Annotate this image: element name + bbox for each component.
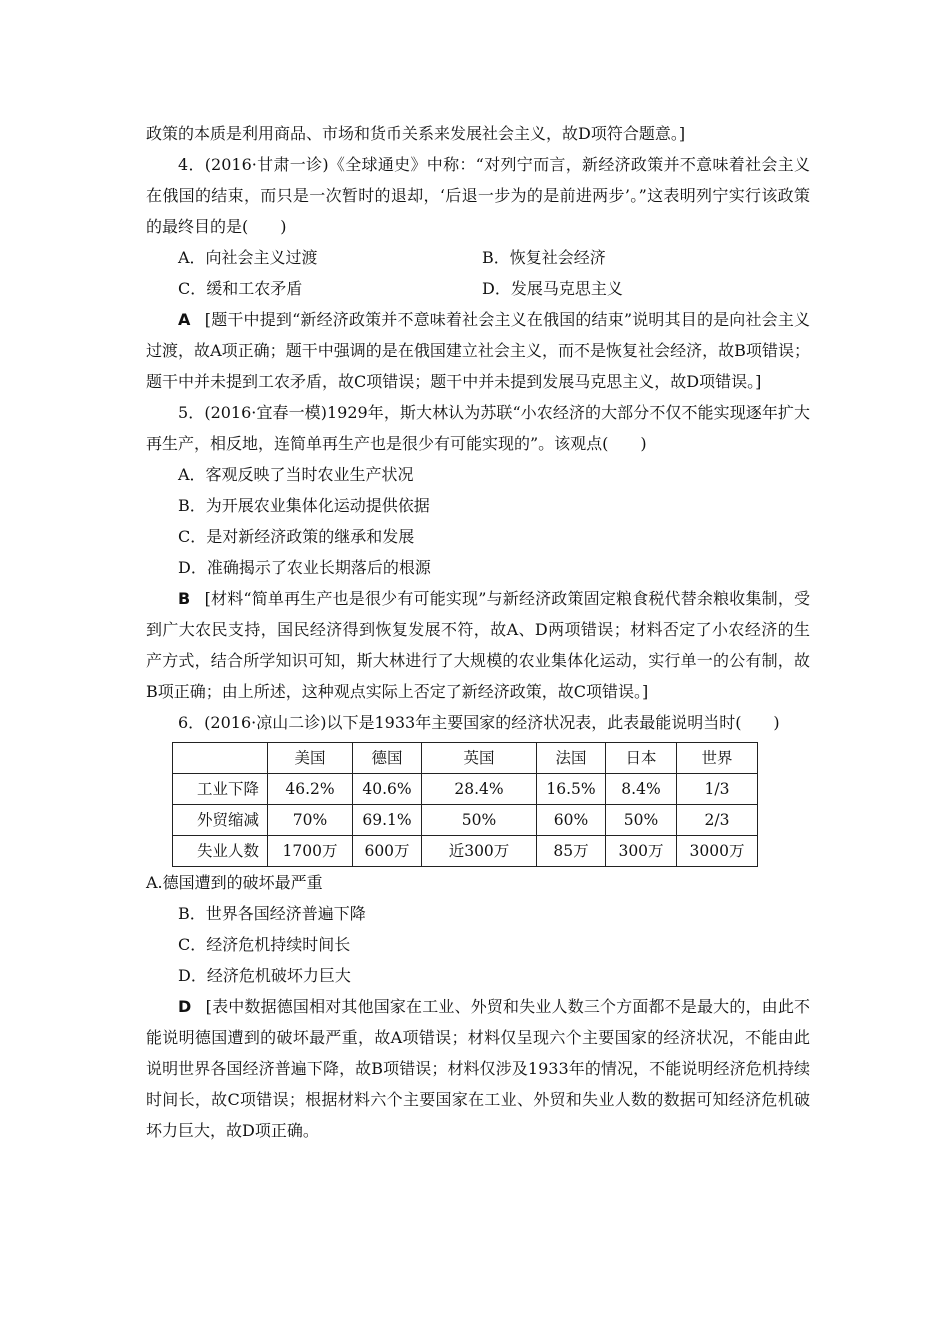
question-6-option-a: A.德国遭到的破坏最严重 (146, 873, 323, 892)
question-5-option-c: C．是对新经济政策的继承和发展 (178, 527, 415, 546)
table-cell: 50% (422, 805, 537, 836)
table-row-header: 外贸缩减 (173, 805, 268, 836)
table-header-cell: 日本 (606, 743, 677, 774)
table-header-cell: 美国 (268, 743, 353, 774)
table-header-cell: 德国 (353, 743, 422, 774)
continued-explanation: 政策的本质是利用商品、市场和货币关系来发展社会主义，故D项符合题意。] (146, 124, 686, 143)
page-content (146, 118, 810, 1146)
table-cell: 85万 (537, 836, 606, 867)
table-cell: 28.4% (422, 774, 537, 805)
question-4-stem: 4．(2016·甘肃一诊)《全球通史》中称：“对列宁而言，新经济政策并不意味着社会主义在俄国的结束，而只是一次暂时的退却，‘后退一步为的是前进两步’。”这表明列宁实行该政策的最终目的是( ) (146, 155, 810, 236)
question-4-answer-letter: A (178, 310, 191, 329)
table-row-header: 工业下降 (173, 774, 268, 805)
question-4-option-a: A．向社会主义过渡 (178, 248, 318, 267)
table-row (173, 774, 758, 805)
table-cell: 近300万 (422, 836, 537, 867)
question-5-explanation: [材料“简单再生产也是很少有可能实现”与新经济政策固定粮食税代替余粮收集制，受到广大农民支持，国民经济得到恢复发展不符，故A、D两项错误；材料否定了小农经济的生产方式，结合所学知识可知，斯大林进行了大规模的农业集体化运动，实行单一的公有制，故B项正确；由上所述，这种观点实际上否定了新经济政策，故C项错误。] (146, 589, 810, 701)
question-4-option-c: C．缓和工农矛盾 (178, 279, 303, 298)
table-cell: 40.6% (353, 774, 422, 805)
table-header-cell: 世界 (677, 743, 758, 774)
table-cell: 8.4% (606, 774, 677, 805)
question-6-answer-letter: D (178, 997, 192, 1016)
question-5-answer (146, 583, 810, 707)
table-row (173, 836, 758, 867)
table-cell: 70% (268, 805, 353, 836)
table-cell: 300万 (606, 836, 677, 867)
question-5-answer-letter: B (178, 589, 191, 608)
table-cell: 2/3 (677, 805, 758, 836)
question-6-option-b: B．世界各国经济普遍下降 (178, 904, 366, 923)
table-row (173, 805, 758, 836)
question-4-options-row-2 (146, 273, 810, 304)
economic-status-table (172, 742, 758, 867)
question-6-answer (146, 991, 810, 1146)
question-5-option-d: D．准确揭示了农业长期落后的根源 (178, 558, 431, 577)
question-5-option-a: A．客观反映了当时农业生产状况 (178, 465, 414, 484)
question-4-answer (146, 304, 810, 397)
table-cell: 50% (606, 805, 677, 836)
question-4-option-b: B．恢复社会经济 (482, 248, 606, 267)
table-header-cell (173, 743, 268, 774)
table-cell: 1/3 (677, 774, 758, 805)
table-cell: 60% (537, 805, 606, 836)
question-6-option-c: C．经济危机持续时间长 (178, 935, 351, 954)
question-5-option-b: B．为开展农业集体化运动提供依据 (178, 496, 430, 515)
table-row-header: 失业人数 (173, 836, 268, 867)
question-4-options-row-1 (146, 242, 810, 273)
table-cell: 16.5% (537, 774, 606, 805)
table-header-row (173, 743, 758, 774)
table-header-cell: 法国 (537, 743, 606, 774)
question-4-option-d: D．发展马克思主义 (482, 279, 623, 298)
table-cell: 3000万 (677, 836, 758, 867)
question-5-stem: 5．(2016·宜春一模)1929年，斯大林认为苏联“小农经济的大部分不仅不能实现逐年扩大再生产，相反地，连简单再生产也是很少有可能实现的”。该观点( ) (146, 403, 810, 453)
question-6-explanation: [表中数据德国相对其他国家在工业、外贸和失业人数三个方面都不是最大的，由此不能说明德国遭到的破坏最严重，故A项错误；材料仅呈现六个主要国家的经济状况，不能由此说明世界各国经济普遍下降，故B项错误；材料仅涉及1933年的情况，不能说明经济危机持续时间长，故C项错误；根据材料六个主要国家在工业、外贸和失业人数的数据可知经济危机破坏力巨大，故D项正确。 (146, 997, 810, 1140)
question-6-option-d: D．经济危机破坏力巨大 (178, 966, 351, 985)
question-4-explanation: [题干中提到“新经济政策并不意味着社会主义在俄国的结束”说明其目的是向社会主义过渡，故A项正确；题干中强调的是在俄国建立社会主义，而不是恢复社会经济，故B项错误；题干中并未提到工农矛盾，故C项错误；题干中并未提到发展马克思主义，故D项错误。] (146, 310, 810, 391)
table-header-cell: 英国 (422, 743, 537, 774)
table-cell: 69.1% (353, 805, 422, 836)
table-cell: 600万 (353, 836, 422, 867)
question-6-stem: 6．(2016·凉山二诊)以下是1933年主要国家的经济状况表，此表最能说明当时( ) (178, 713, 780, 732)
table-cell: 1700万 (268, 836, 353, 867)
table-cell: 46.2% (268, 774, 353, 805)
